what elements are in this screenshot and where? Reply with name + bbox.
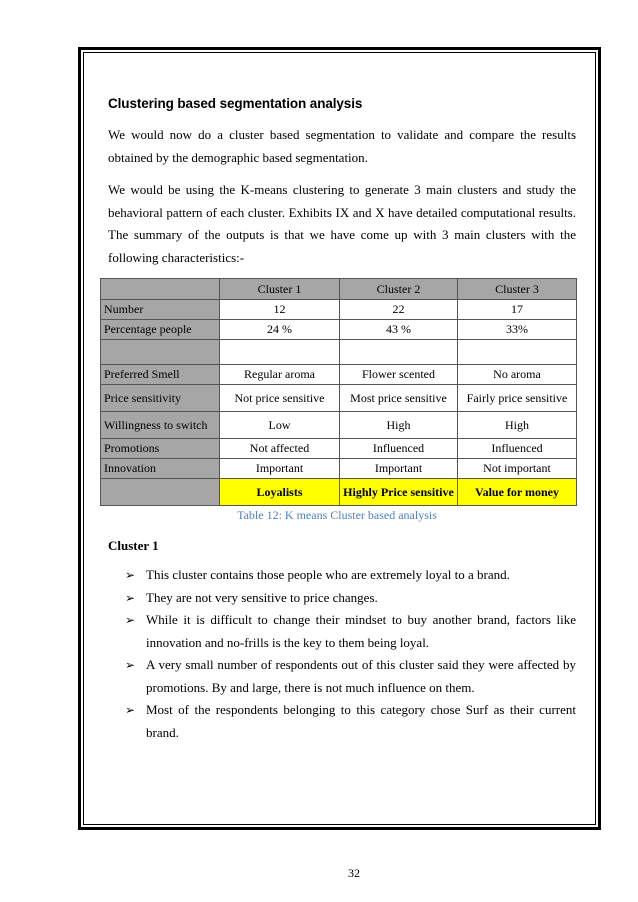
- table-cell: 24 %: [220, 320, 340, 340]
- list-item: ➢ A very small number of respondents out of this cluster said they were affected by promotions. By and large, there is not much influence on them.: [108, 654, 576, 699]
- table-header-cell: [101, 279, 220, 300]
- table-header-cell: Cluster 3: [458, 279, 577, 300]
- table-caption: Table 12: K means Cluster based analysis: [237, 508, 437, 522]
- table-cell: 17: [458, 300, 577, 320]
- row-label: Promotions: [101, 439, 220, 459]
- table-cell: 12: [220, 300, 340, 320]
- table-cell: Fairly price sensitive: [458, 385, 577, 412]
- row-label: [101, 340, 220, 365]
- list-item: ➢ While it is difficult to change their mindset to buy another brand, factors like innovation and no-frills is the key to them being loyal.: [108, 609, 576, 654]
- table-cell: Flower scented: [340, 365, 458, 385]
- table-cell: 22: [340, 300, 458, 320]
- row-label: Price sensitivity: [101, 385, 220, 412]
- table-row-segment: [101, 479, 577, 506]
- table-row: [101, 320, 577, 340]
- table-row: [101, 459, 577, 479]
- table-row: [101, 365, 577, 385]
- list-item: ➢ They are not very sensitive to price changes.: [108, 587, 576, 610]
- table-cell: Not price sensitive: [220, 385, 340, 412]
- table-cell: 33%: [458, 320, 577, 340]
- table-row: [101, 300, 577, 320]
- arrow-bullet-icon: ➢: [125, 703, 136, 717]
- row-label: Willingness to switch: [101, 412, 220, 439]
- row-label: Preferred Smell: [101, 365, 220, 385]
- segment-cell: Value for money: [458, 479, 577, 506]
- page-content: [104, 95, 576, 744]
- cluster-heading: Cluster 1: [108, 538, 159, 553]
- page-number: 32: [348, 866, 360, 880]
- row-label: Innovation: [101, 459, 220, 479]
- arrow-bullet-icon: ➢: [125, 613, 136, 627]
- table-cell: No aroma: [458, 365, 577, 385]
- table-cell: Influenced: [458, 439, 577, 459]
- list-item: ➢ This cluster contains those people who are extremely loyal to a brand.: [108, 564, 576, 587]
- table-row: [101, 385, 577, 412]
- arrow-bullet-icon: ➢: [125, 658, 136, 672]
- arrow-bullet-icon: ➢: [125, 568, 136, 582]
- row-label: [101, 479, 220, 506]
- table-row: [101, 412, 577, 439]
- table-cell: Not important: [458, 459, 577, 479]
- table-cell: Important: [340, 459, 458, 479]
- list-item: ➢ Most of the respondents belonging to this category chose Surf as their current brand.: [108, 699, 576, 744]
- table-header-row: [101, 279, 577, 300]
- table-header-cell: Cluster 1: [220, 279, 340, 300]
- table-cell: [340, 340, 458, 365]
- table-header-cell: Cluster 2: [340, 279, 458, 300]
- table-row-blank: [101, 340, 577, 365]
- table-cell: 43 %: [340, 320, 458, 340]
- bullet-list: [108, 564, 576, 744]
- table-cell: Influenced: [340, 439, 458, 459]
- table-cell: Not affected: [220, 439, 340, 459]
- method-paragraph: We would be using the K-means clustering to generate 3 main clusters and study the behavioral pattern of each cluster. Exhibits IX and X have detailed computational results. The summary of the outputs is that we have come up with 3 main clusters with the following characteristics:-: [108, 182, 576, 265]
- table-cell: High: [340, 412, 458, 439]
- section-heading: Clustering based segmentation analysis: [108, 96, 363, 111]
- table-cell: High: [458, 412, 577, 439]
- table-row: [101, 439, 577, 459]
- table-cell: [220, 340, 340, 365]
- row-label: Percentage people: [101, 320, 220, 340]
- row-label: Number: [101, 300, 220, 320]
- arrow-bullet-icon: ➢: [125, 590, 136, 605]
- cluster-table: [100, 278, 577, 506]
- table-cell: Regular aroma: [220, 365, 340, 385]
- table-cell: Low: [220, 412, 340, 439]
- table-cell: Most price sensitive: [340, 385, 458, 412]
- segment-cell: Loyalists: [220, 479, 340, 506]
- intro-paragraph: We would now do a cluster based segmentation to validate and compare the results obtained by the demographic based segmentation.: [108, 127, 576, 165]
- table-cell: Important: [220, 459, 340, 479]
- table-cell: [458, 340, 577, 365]
- segment-cell: Highly Price sensitive: [340, 479, 458, 506]
